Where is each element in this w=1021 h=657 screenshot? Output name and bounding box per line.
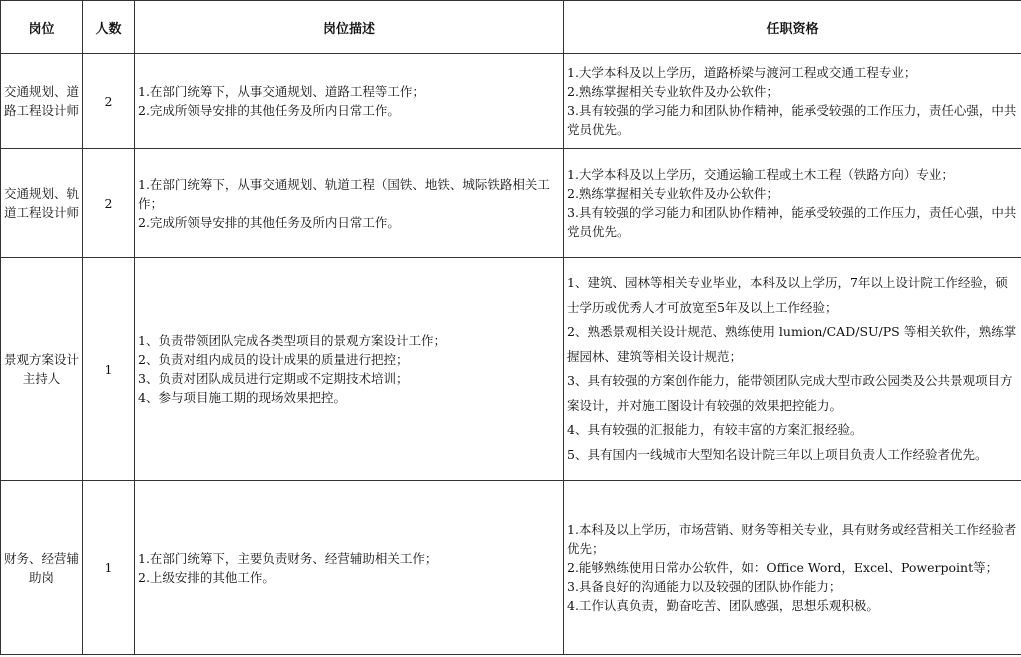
header-qualification: 任职资格 [564, 1, 1021, 54]
position-cell: 财务、经营辅助岗 [1, 481, 83, 655]
qualification-line: 1.大学本科及以上学历，道路桥梁与渡河工程或交通工程专业； [567, 65, 917, 80]
description-cell [135, 481, 564, 655]
qualification-line: 3、具有较强的方案创作能力，能带领团队完成大型市政公园类及公共景观项目方案设计，并对施工图设计有较强的效果把控能力。 [567, 373, 1013, 413]
qualification-line: 3.具有较强的学习能力和团队协作精神，能承受较强的工作压力，责任心强，中共党员优先。 [567, 205, 1017, 239]
qualification-line: 4.工作认真负责，勤奋吃苦、团队感强，思想乐观积极。 [567, 598, 879, 613]
qualification-line: 4、具有较强的汇报能力，有较丰富的方案汇报经验。 [567, 422, 863, 437]
qualification-line: 5、具有国内一线城市大型知名设计院三年以上项目负责人工作经验者优先。 [567, 446, 988, 462]
description-line: 3、负责对团队成员进行定期或不定期技术培训； [138, 371, 409, 386]
header-description: 岗位描述 [135, 1, 564, 54]
qualification-cell [564, 481, 1021, 655]
position-cell: 景观方案设计主持人 [1, 258, 83, 481]
count-cell: 1 [83, 258, 135, 481]
description-line: 2.上级安排的其他工作。 [138, 569, 275, 585]
qualification-line: 3.具有较强的学习能力和团队协作精神，能承受较强的工作压力，责任心强，中共党员优先。 [567, 103, 1017, 137]
description-line: 1、负责带领团队完成各类型项目的景观方案设计工作； [138, 333, 446, 348]
description-line: 2.完成所领导安排的其他任务及所内日常工作。 [138, 214, 400, 230]
count-cell: 2 [83, 149, 135, 258]
qualification-line: 2.能够熟练使用日常办公软件，如：Office Word，Excel、Powerpoint等； [567, 560, 999, 575]
description-line: 2.完成所领导安排的其他任务及所内日常工作。 [138, 103, 400, 118]
qualification-line: 1.大学本科及以上学历，交通运输工程或土木工程（铁路方向）专业； [567, 167, 954, 182]
qualification-line: 1.本科及以上学历，市场营销、财务等相关专业，具有财务或经营相关工作经验者优先； [567, 522, 1017, 556]
description-cell [135, 54, 564, 149]
count-cell: 2 [83, 54, 135, 149]
qualification-line: 2、熟悉景观相关设计规范、熟练使用 lumion/CAD/SU/PS 等相关软件，熟练掌握园林、建筑等相关设计规范； [567, 324, 1017, 364]
qualification-line: 3.具备良好的沟通能力以及较强的团队协作能力； [567, 579, 842, 594]
qualification-cell [564, 149, 1021, 258]
description-line: 2、负责对组内成员的设计成果的质量进行把控； [138, 352, 409, 367]
header-count: 人数 [83, 1, 135, 54]
description-cell [135, 258, 564, 481]
header-position: 岗位 [1, 1, 83, 54]
description-cell [135, 149, 564, 258]
table-row [1, 258, 1021, 481]
count-cell: 1 [83, 481, 135, 655]
position-cell: 交通规划、轨道工程设计师 [1, 149, 83, 258]
table-row [1, 54, 1021, 149]
qualification-cell [564, 54, 1021, 149]
description-line: 1.在部门统筹下，主要负责财务、经营辅助相关工作； [138, 550, 438, 566]
header-row [1, 1, 1021, 54]
qualification-cell [564, 258, 1021, 481]
table-row [1, 149, 1021, 258]
qualification-line: 2.熟练掌握相关专业软件及办公软件； [567, 186, 779, 201]
qualification-line: 2.熟练掌握相关专业软件及办公软件； [567, 84, 779, 99]
description-line: 1.在部门统筹下，从事交通规划、道路工程等工作； [138, 84, 425, 99]
description-line: 1.在部门统筹下，从事交通规划、轨道工程（国铁、地铁、城际铁路相关工作； [138, 176, 550, 211]
qualification-line: 1、建筑、园林等相关专业毕业，本科及以上学历，7年以上设计院工作经验，硕士学历或优秀人才可放宽至5年及以上工作经验； [567, 275, 1008, 315]
position-cell: 交通规划、道路工程设计师 [1, 54, 83, 149]
description-line: 4、参与项目施工期的现场效果把控。 [138, 390, 346, 405]
table-row [1, 481, 1021, 655]
